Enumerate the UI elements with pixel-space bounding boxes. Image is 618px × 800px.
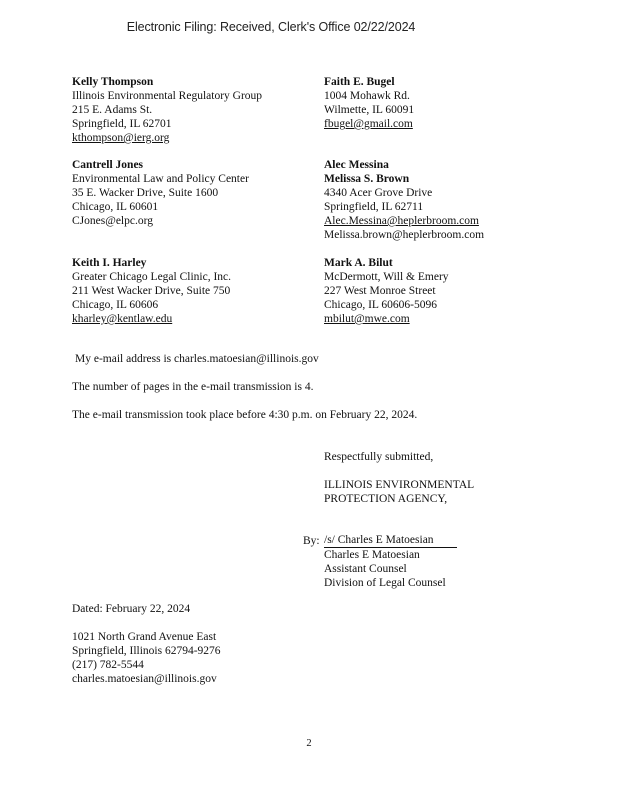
contact-email-link[interactable]: mbilut@mwe.com	[324, 313, 410, 325]
contact-name: Alec Messina	[324, 159, 389, 171]
contact-org: Greater Chicago Legal Clinic, Inc.	[72, 271, 232, 283]
address-phone: (217) 782-5544	[72, 659, 144, 671]
service-entry-cantrell-jones	[72, 158, 249, 228]
service-entry-messina-brown	[324, 158, 484, 242]
closing: Respectfully submitted,	[324, 451, 434, 463]
page-number: 2	[306, 738, 312, 749]
contact-street: 211 West Wacker Drive, Suite 750	[72, 285, 231, 297]
signer-title: Assistant Counsel	[324, 563, 407, 575]
dated-line: Dated: February 22, 2024	[72, 603, 191, 615]
contact-street: 1004 Mohawk Rd.	[324, 90, 410, 102]
contact-city: Chicago, IL 60606-5096	[324, 299, 437, 311]
contact-street: 35 E. Wacker Drive, Suite 1600	[72, 187, 219, 199]
service-entry-mark-bilut	[324, 256, 449, 326]
agency-name-line-2: PROTECTION AGENCY,	[324, 493, 448, 505]
contact-email-link[interactable]: Alec.Messina@heplerbroom.com	[324, 215, 479, 227]
contact-email-link[interactable]: kthompson@ierg.org	[72, 132, 170, 144]
page-count-statement: The number of pages in the e-mail transmission is 4.	[72, 381, 314, 393]
signer-division: Division of Legal Counsel	[324, 577, 446, 589]
contact-city: Springfield, IL 62701	[72, 118, 172, 130]
address-city: Springfield, Illinois 62794-9276	[72, 645, 221, 657]
contact-org: McDermott, Will & Emery	[324, 271, 449, 283]
agency-name-line-1: ILLINOIS ENVIRONMENTAL	[324, 479, 475, 491]
efiling-header: Electronic Filing: Received, Clerk's Office 02/22/2024	[126, 20, 416, 34]
contact-city: Springfield, IL 62711	[324, 201, 424, 213]
contact-email-2: Melissa.brown@heplerbroom.com	[324, 229, 485, 241]
address-street: 1021 North Grand Avenue East	[72, 631, 217, 643]
contact-email-link[interactable]: fbugel@gmail.com	[324, 118, 413, 130]
contact-city: Chicago, IL 60606	[72, 299, 159, 311]
contact-name: Faith E. Bugel	[324, 76, 395, 88]
contact-org: Environmental Law and Policy Center	[72, 173, 249, 185]
contact-name: Mark A. Bilut	[324, 257, 393, 269]
signer-name: Charles E Matoesian	[324, 549, 420, 561]
contact-city: Wilmette, IL 60091	[324, 104, 415, 116]
by-label: By:	[303, 535, 320, 547]
contact-name: Keith I. Harley	[72, 257, 147, 269]
email-address-statement: My e-mail address is charles.matoesian@illinois.gov	[75, 353, 319, 365]
service-entry-keith-harley	[72, 256, 231, 326]
contact-org: Illinois Environmental Regulatory Group	[72, 90, 263, 102]
signature-line	[324, 534, 457, 548]
contact-street: 4340 Acer Grove Drive	[324, 187, 433, 199]
transmission-time-statement: The e-mail transmission took place before 4:30 p.m. on February 22, 2024.	[72, 409, 418, 421]
address-email: charles.matoesian@illinois.gov	[72, 673, 217, 685]
contact-street: 215 E. Adams St.	[72, 104, 153, 116]
service-entry-kelly-thompson	[72, 75, 262, 145]
service-entry-faith-bugel	[324, 75, 414, 131]
contact-street: 227 West Monroe Street	[324, 285, 436, 297]
contact-name-2: Melissa S. Brown	[324, 173, 410, 185]
return-address	[72, 630, 221, 686]
contact-name: Kelly Thompson	[72, 76, 154, 88]
electronic-signature: /s/ Charles E Matoesian	[324, 534, 434, 546]
contact-email: CJones@elpc.org	[72, 215, 153, 227]
contact-city: Chicago, IL 60601	[72, 201, 159, 213]
contact-name: Cantrell Jones	[72, 159, 144, 171]
contact-email-link[interactable]: kharley@kentlaw.edu	[72, 313, 173, 325]
